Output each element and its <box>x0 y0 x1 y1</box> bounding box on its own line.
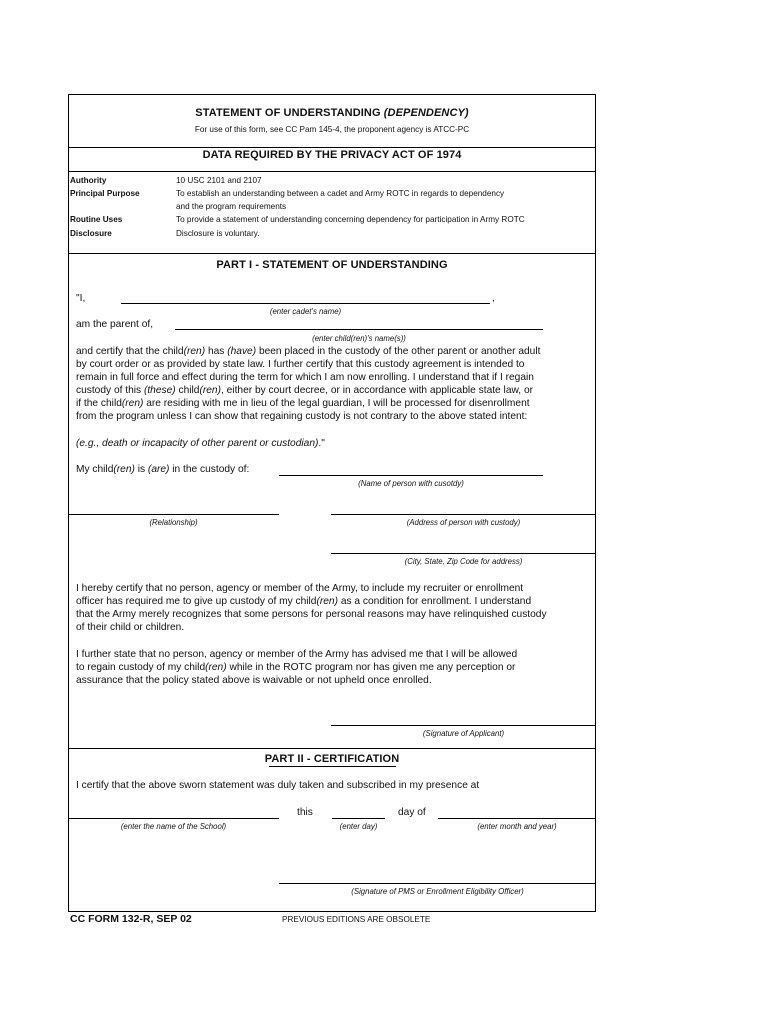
custodian-address-caption: (Address of person with custody) <box>406 518 521 527</box>
pms-signature-field[interactable] <box>279 883 596 884</box>
routine-value: To provide a statement of understanding concerning dependency for participation in Army ROTC <box>176 215 525 224</box>
relationship-field[interactable] <box>68 514 279 515</box>
disclosure-label: Disclosure <box>70 229 112 238</box>
city-state-zip-caption: (City, State, Zip Code for address) <box>404 557 523 566</box>
paragraph1-line6: from the program unless I can show that regaining custody is not contrary to the above stated intent: <box>76 411 528 422</box>
paragraph2-line4: of their child or children. <box>76 622 185 633</box>
city-state-zip-field[interactable] <box>331 553 596 554</box>
authority-label: Authority <box>70 176 107 185</box>
authority-value: 10 USC 2101 and 2107 <box>176 176 262 185</box>
paragraph3-line2: to regain custody of my child(ren) while in the ROTC program nor has given me any perception or <box>76 662 516 673</box>
divider-part2 <box>68 748 596 749</box>
form-subtitle: For use of this form, see CC Pam 145-4, the proponent agency is ATCC-PC <box>194 125 470 134</box>
privacy-title: DATA REQUIRED BY THE PRIVACY ACT OF 1974 <box>202 149 462 161</box>
divider-privacy-title <box>68 171 596 172</box>
custody-line: My child(ren) is (are) in the custody of: <box>76 464 250 475</box>
school-name-caption: (enter the name of the School) <box>120 822 227 831</box>
cadet-name-field[interactable] <box>121 303 490 304</box>
paragraph2-line3: that the Army merely recognizes that some persons for personal reasons may have relinquished custody <box>76 609 547 620</box>
part1-title: PART I - STATEMENT OF UNDERSTANDING <box>216 259 448 271</box>
cadet-name-caption: (enter cadet's name) <box>269 307 342 316</box>
form-title-italic: (DEPENDENCY) <box>383 107 469 119</box>
custodian-name-field[interactable] <box>279 475 543 476</box>
form-id: CC FORM 132-R, SEP 02 <box>70 913 192 925</box>
form-title <box>68 107 596 119</box>
paragraph1-line3: remain in full force and effect during the term for which I am now enrolling. I understand that if I regain <box>76 372 534 383</box>
paragraph2-line1: I hereby certify that no person, agency or member of the Army, to include my recruiter or enrollment <box>76 583 524 594</box>
paragraph1-line5: if the child(ren) are residing with me in lieu of the legal guardian, I will be processed for disenrollment <box>76 398 530 409</box>
purpose-label: Principal Purpose <box>70 189 140 198</box>
purpose-line2: and the program requirements <box>176 202 287 211</box>
applicant-signature-caption: (Signature of Applicant) <box>422 729 505 738</box>
paragraph1-line2: by court order or as provided by state law. I further certify that this custody agreement is intended to <box>76 359 525 370</box>
month-year-field[interactable] <box>438 818 596 819</box>
part2-title: PART II - CERTIFICATION <box>264 753 400 765</box>
custodian-address-field[interactable] <box>331 514 596 515</box>
paragraph1-line1: and certify that the child(ren) has (have) been placed in the custody of the other parent or another adult <box>76 346 541 357</box>
paragraph1-line4: custody of this (these) child(ren), either by court decree, or in accordance with applicable state law, or <box>76 385 534 396</box>
divider-privacy <box>68 253 596 254</box>
school-name-field[interactable] <box>68 818 279 819</box>
child-names-caption: (enter child(ren)'s name(s)) <box>312 334 406 343</box>
open-quote-i: "I, <box>76 293 86 304</box>
divider-header <box>68 147 596 148</box>
eg-line: (e.g., death or incapacity of other parent or custodian)." <box>76 438 325 449</box>
day-of-label: day of <box>398 807 426 818</box>
pms-signature-caption: (Signature of PMS or Enrollment Eligibility Officer) <box>351 887 524 896</box>
part2-title-underline <box>269 766 396 767</box>
form-title-main: STATEMENT OF UNDERSTANDING <box>195 107 381 119</box>
day-caption: (enter day) <box>339 822 378 831</box>
custodian-name-caption: (Name of person with cusotdy) <box>358 479 464 488</box>
obsolete-notice: PREVIOUS EDITIONS ARE OBSOLETE <box>282 915 431 924</box>
applicant-signature-field[interactable] <box>331 725 596 726</box>
relationship-caption: (Relationship) <box>149 518 198 527</box>
paragraph3-line3: assurance that the policy stated above is waivable or not upheld once enrolled. <box>76 675 432 686</box>
child-names-field[interactable] <box>175 329 543 330</box>
this-label: this <box>297 807 313 818</box>
routine-label: Routine Uses <box>70 215 123 224</box>
month-year-caption: (enter month and year) <box>477 822 557 831</box>
parent-of-label: am the parent of, <box>76 319 154 330</box>
cadet-name-comma: , <box>492 293 495 304</box>
purpose-line1: To establish an understanding between a cadet and Army ROTC in regards to dependency <box>176 189 505 198</box>
certify-statement: I certify that the above sworn statement was duly taken and subscribed in my presence at <box>76 780 480 791</box>
paragraph3-line1: I further state that no person, agency or member of the Army has advised me that I will be allowed <box>76 649 518 660</box>
paragraph2-line2: officer has required me to give up custody of my child(ren) as a condition for enrollment. I understand <box>76 596 532 607</box>
day-field[interactable] <box>332 818 385 819</box>
disclosure-value: Disclosure is voluntary. <box>176 229 260 238</box>
